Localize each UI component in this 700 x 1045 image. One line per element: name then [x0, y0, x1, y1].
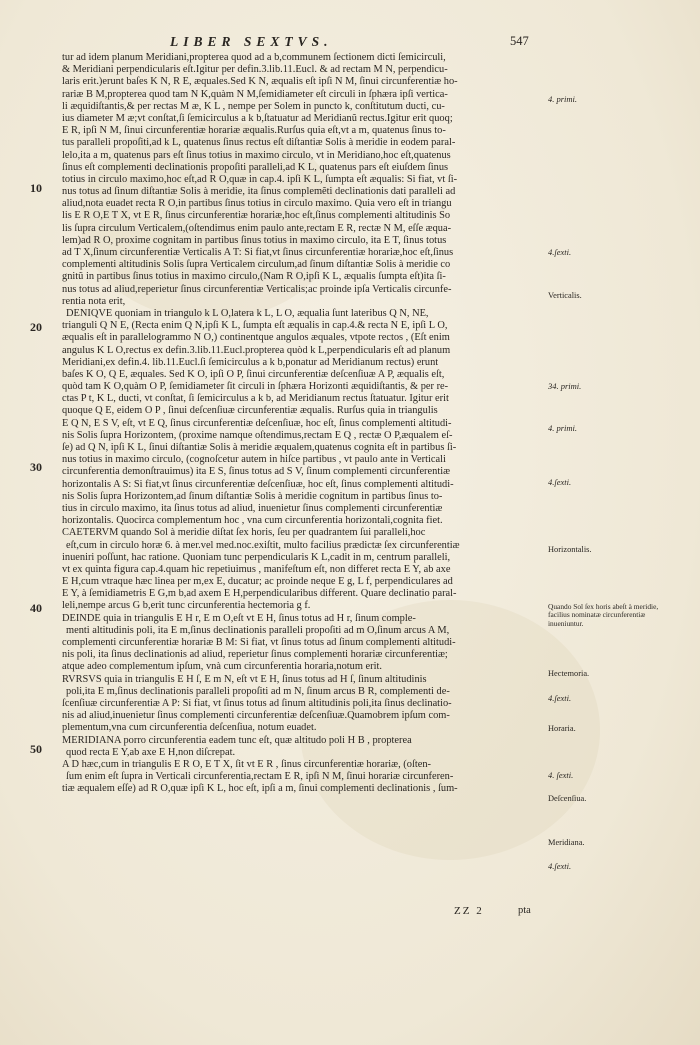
text-line: poli,ita E m,ſinus declinationis paralleli propoſiti ad m N, ſinum arcus B R, complementi de- — [66, 685, 450, 697]
text-line: Meridiani,ex defin.4. lib.11.Eucl.ſi ſemicirculus a k b,ponatur ad Meridianum rectus) erunt — [62, 356, 439, 368]
text-line: baſes K O, Q E, æquales. Sed K O, ipſi O P, ſinui circunferentiæ deſcenſiuæ A P, æqualis eſt, — [62, 368, 445, 380]
text-line: E R, ipſi N M, ſinui circunferentiæ horariæ æqualis.Rurſus quia eſt,vt a m, quatenus ſinus to- — [62, 125, 446, 137]
text-line: lis E R O,E T X, vt E R, ſinus circunferentiæ horariæ,hoc eſt,ſinus complementi altitudinis So — [62, 210, 451, 222]
margin-note: Quando Sol ſex horis abeſt à meridie, facilius nominatæ circunferentiæ inueniuntur. — [548, 602, 659, 628]
margin-note: 4. primi. — [548, 423, 578, 433]
line-number-30: 30 — [30, 460, 42, 474]
margin-note: 4.ſexti. — [548, 477, 572, 487]
text-line: lem)ad R O, proxime cognitam in partibus ſinus totius in maximo circulo, ita E T, ſinus totus — [62, 234, 447, 246]
text-line: A D hæc,cum in triangulis E R O, E T X, ſit vt E R , ſinus circunferentiæ horariæ, (oſten- — [62, 758, 432, 770]
text-line: aliud,nota euadet recta R O,in partibus ſinus totius in circulo maximo. Quia vero eſt in triangu — [62, 198, 452, 210]
margin-note: Hectemoria. — [548, 669, 590, 678]
text-line: nis ad aliud,inuenietur ſinus complementi circunferentiæ deſcenſiuæ.Quamobrem ipſum com- — [62, 710, 450, 722]
text-line: vt ex quinta figura cap.4.quam hic repetiuimus , manifeſtum eſt, non differet recta E Y, ab axe — [62, 563, 451, 575]
line-number-40: 40 — [30, 601, 42, 615]
margin-note: 4.ſexti. — [548, 861, 572, 871]
text-line: circunferentia demonſtrauimus) ita E S, ſinus totus ad S V, ſinum complementi circunferentiæ — [62, 466, 451, 478]
text-line: tus paralleli propoſiti,ad k L, quatenus ſinus rectus eſt diſtantiæ Solis à meridie in eodem paral- — [62, 137, 456, 149]
margin-note: 4.ſexti. — [548, 247, 572, 257]
text-line: æqualis eſt in parallelogrammo N O,) continentque angulos æquales, vtpote rectos , (Eſt enim — [62, 332, 450, 344]
line-number-10: 10 — [30, 181, 42, 195]
text-line: rentia nota erit, — [62, 295, 126, 307]
text-line: E H,cum vtraque hæc linea per m,ex E, ducatur; ac proinde neque E g, L f, perpendiculares ad — [62, 576, 453, 588]
text-line: nus totius in maximo circulo, (cognoſcetur autem in hiſce partibus , vt paulo ante in Verticali — [62, 454, 446, 466]
text-line: atque adeo complementum ipſum, vnà cum circunferentia horaria,notum erit. — [62, 661, 382, 673]
text-line: complementi circunferentiæ horariæ B M: Si fiat, vt ſinus totus ad ſinum complementi altitudi- — [62, 637, 456, 648]
margin-note: 4. ſexti. — [548, 770, 574, 780]
text-line: DENIQVE quoniam in triangulo k L O,latera k L, L O, æqualia ſunt lateribus Q N, NE, — [66, 307, 429, 319]
margin-note: 4. primi. — [548, 94, 578, 104]
text-line: CAETERVM quando Sol à meridie diſtat ſex horis, ſeu per quadrantem ſui paralleli,hoc — [62, 527, 426, 539]
text-line: ſum enim eſt ſupra in Verticali circunferentia,rectam E R, ipſi N M, ſinui horariæ circunferen- — [66, 771, 454, 783]
body-text — [62, 52, 542, 795]
text-line: trianguli Q N E, (Recta enim Q N,ipſi K L, ſumpta eſt æqualis in cap.4.& recta N E, ipſi L O, — [62, 320, 448, 332]
text-line: horizontalis. Quocirca complementum hoc , vna cum circunferentia horizontali,cognita fiet. — [62, 515, 443, 527]
text-line: eſt,cum in circulo horæ 6. à mer.vel med.noc.exiſtit, multo facilius prædictæ ſex circunferentiæ — [66, 539, 460, 551]
margin-note: Horaria. — [548, 724, 576, 733]
text-line: ad T X,ſinum circunferentiæ Verticalis A T: Si fiat,vt ſinus circunferentiæ horariæ,hoc eſt,ſinus — [62, 247, 454, 258]
text-line: plementum,vna cum circunferentia deſcenſiua, notum euadet. — [62, 722, 317, 734]
margin-note: Meridiana. — [548, 838, 585, 847]
text-line: E Y, à ſemidiametris E G,m b,ad axem E H,perpendicularibus different. Quare declinatio paral- — [62, 588, 457, 600]
text-line: lis ſupra circulum Verticalem,(oſtendimus enim paulo ante,rectam E R, rectæ N M, eſſe æqua- — [62, 222, 452, 234]
text-line: lelo,ita a m, quatenus pars eſt ſinus totius in maximo circulo, vt in Meridiano,hoc eſt,quatenus — [62, 149, 451, 161]
text-line: inueniri poſſunt, hac ratione. Quoniam tunc perpendicularis K L,cadit in m, centrum paralleli, — [62, 551, 451, 563]
text-line: horizontalis A S: Si fiat,vt ſinus circunferentiæ deſcenſiuæ, hoc eſt, ſinus complementi altitudi- — [62, 478, 454, 490]
margin-note: Verticalis. — [548, 291, 582, 300]
text-line: nus totus ad ſinum diſtantiæ Solis à meridie, ita ſinus complemẽti declinationis dati paralleli ad — [62, 186, 456, 198]
line-number-50: 50 — [30, 742, 42, 756]
margin-note: Horizontalis. — [548, 545, 592, 554]
text-line: ſinus eſt complementi declinationis propoſiti paralleli,ad K L, quatenus pars eſt eiuſdem ſinus — [62, 161, 449, 173]
text-line: & Meridiani perpendicularis eſt.Igitur per defin.3.lib.11.Eucl. & ad rectam M N, perpendicu- — [62, 64, 448, 76]
text-line: RVRSVS quia in triangulis E H ſ, E m N, eſt vt E H, ſinus totus ad H ſ, ſinum altitudinis — [62, 673, 427, 685]
text-line: ius diameter M æ;vt conſtat,ſi ſemicirculus a k b,ſtatuatur ad Meridianũ rectus.Igitur erit quoq; — [62, 112, 453, 124]
page-number: 547 — [510, 34, 529, 48]
margin-note: 4.ſexti. — [548, 693, 572, 703]
text-line: quod recta E Y,ab axe E H,non diſcrepat. — [66, 746, 236, 758]
signature-mark: ZZ 2 — [454, 905, 484, 917]
text-line: nis Solis ſupra Horizontem, (proxime namque oſtendimus,rectam E Q , rectæ O P,æqualem eſ- — [62, 429, 453, 441]
text-line: E Q N, E S V, eſt, vt E Q, ſinus circunferentiæ deſcenſiuæ, hoc eſt, ſinus complementi altitudi- — [62, 417, 452, 429]
text-line: li æquidiſtantis,& per rectas M æ, K L , nempe per Solem in puncto k, conſtitutum ducti, cu- — [62, 100, 445, 112]
text-line: DEINDE quia in triangulis E H r, E m O,eſt vt E H, ſinus totus ad H r, ſinum comple- — [62, 612, 416, 624]
text-line: leli,nempe arcus G b,erit tunc circunferentia hectemoria g f. — [62, 600, 311, 612]
text-line: ſe) ad Q N, ipſi K L, ſinui diſtantiæ Solis à meridie æqualem,quatenus cognita eſt in partibus ſi- — [62, 442, 457, 453]
line-number-20: 20 — [30, 320, 42, 334]
margin-note: Deſcenſiua. — [548, 794, 587, 803]
text-line: laris erit.)erunt baſes K N, R E, æquales.Sed K N, æqualis eſt ipſi N M, ſinui circunferentiæ ho- — [62, 76, 458, 88]
text-line: ſcenſiuæ circunferentiæ A P: Si fiat, vt ſinus totus ad ſinum altitudinis poli,ita ſinus declinatio- — [62, 697, 452, 709]
running-title: LIBER SEXTVS. — [170, 34, 333, 49]
text-line: rariæ B M,propterea quod tam N K,quàm N M,ſemidiameter eſt circuli in ſphæra ipſi vertica- — [62, 88, 448, 100]
page-header — [0, 34, 700, 52]
text-line: angulus K L O,rectus ex defin.3.lib.11.Eucl.propterea quòd k L,perpendicularis eſt ad planum — [62, 344, 451, 356]
text-line: tiæ æqualem eſſe) ad R O,quæ ipſi K L, hoc eſt, ipſi a m, ſinui complementi declinationis , ſum- — [62, 783, 458, 795]
text-line: menti altitudinis poli, ita E m,ſinus declinationis paralleli propoſiti ad m O,ſinum arcus A M, — [66, 624, 450, 636]
text-line: gnitũ in partibus ſinus totius in maximo circulo,(Nam R O,ipſi K L, æqualis ſumpta eſt)ita ſi- — [62, 271, 446, 283]
text-line: nis poli, ita ſinus declinationis ad aliud, reperietur ſinus complementi horariæ circunferentiæ; — [62, 649, 448, 661]
catchword: pta — [518, 905, 531, 916]
text-line: quòd tam K O,quàm O P, ſemidiameter ſit circuli in ſphæra Horizonti æquidiſtantis, & per re- — [62, 381, 449, 393]
text-line: tius in circulo maximo, ita ſinus totus ad aliud, inuenietur ſinus complementi circunferentiæ — [62, 502, 443, 514]
margin-note: 34. primi. — [548, 381, 582, 391]
text-line: ctas P t, K L, ducti, vt conſtat, ſi ſemicirculus a k b, ad Meridianum rectus ſtatuatur. Igitur erit — [62, 393, 449, 405]
text-line: nis Solis ſupra Horizontem,ad ſinum diſtantiæ Solis à meridie cognitum in partibus ſinus to- — [62, 490, 443, 502]
text-line: totius in circulo maximo,hoc eſt,ad R O,quæ in cap.4. ipſi K L, ſumpta eſt æqualis: Si fiat, vt ſi- — [62, 173, 458, 185]
text-line: complementi altitudinis Solis ſupra Verticalem circulum,ad ſinum diſtantiæ Solis à meridie co — [62, 259, 451, 271]
text-line: quoque Q E, eidem O P , ſinui deſcenſiuæ circunferentiæ æqualis. Rurſus quia in triangulis — [62, 405, 438, 417]
text-line: MERIDIANA porro circunferentia eadem tunc eſt, quæ altitudo poli H B , propterea — [62, 734, 412, 746]
text-line: nus totus ad aliud,reperietur ſinus circunferentiæ Verticalis;ac proinde ipſa Verticalis circunfe- — [62, 283, 452, 295]
text-line: tur ad idem planum Meridiani,propterea quod ad a b,communem ſectionem dicti ſemicirculi, — [62, 52, 446, 63]
